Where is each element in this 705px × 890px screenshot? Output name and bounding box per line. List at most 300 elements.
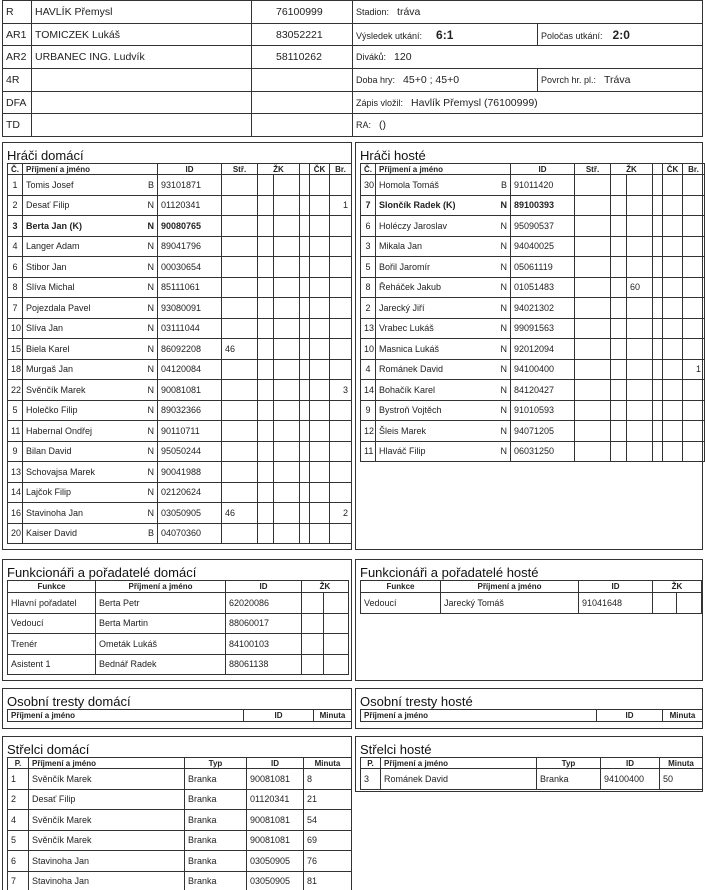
player-flag: N: [500, 220, 507, 231]
home-scorers-section: [2, 736, 352, 890]
player-number: 6: [8, 257, 23, 278]
player-flag: N: [147, 446, 154, 457]
player-flag: N: [500, 323, 507, 334]
player-substitution: [222, 257, 258, 278]
player-yellow-card: [274, 195, 300, 216]
match-info-value: (): [379, 119, 387, 132]
scorer-id: 01120341: [247, 789, 304, 810]
player-goals: [330, 339, 352, 360]
scorer-type: Branka: [537, 769, 601, 790]
away-functionaries-section: [355, 559, 703, 681]
away-players-section: [355, 142, 703, 550]
player-substitution: [222, 400, 258, 421]
player-name: Desať Filip: [26, 200, 70, 211]
home-functionaries-title: Funkcionáři a pořadatelé domácí: [7, 565, 197, 580]
player-id: 94100400: [511, 359, 575, 380]
player-name: Lajčok Filip: [26, 487, 72, 498]
player-goals: [683, 236, 705, 257]
home-functionaries-header: Funkce Příjmení a jméno ID ŽK: [8, 581, 349, 593]
player-red-card: [663, 359, 683, 380]
player-row: [8, 482, 352, 503]
player-row: [8, 318, 352, 339]
player-substitution: [222, 298, 258, 319]
player-name-cell: [23, 339, 158, 360]
official-role: R: [3, 1, 32, 24]
functionary-row: [8, 613, 349, 634]
scorer-type: Branka: [185, 830, 247, 851]
official-role: 4R: [3, 69, 32, 92]
player-name: Bohačík Karel: [379, 384, 436, 395]
player-number: 30: [361, 175, 376, 196]
player-row: [361, 236, 705, 257]
player-name-cell: [376, 380, 511, 401]
player-number: 1: [8, 175, 23, 196]
player-row: [361, 175, 705, 196]
player-name: Slíva Jan: [26, 323, 64, 334]
player-name: Masnica Lukáš: [379, 343, 440, 354]
player-id: 01120341: [158, 195, 222, 216]
player-red-card: [310, 318, 330, 339]
player-red-card: [310, 523, 330, 544]
scorer-order: 3: [361, 769, 381, 790]
player-goals: [683, 400, 705, 421]
player-yellow-card: [627, 339, 653, 360]
player-name-cell: [23, 503, 158, 524]
half-time-value: 2:0: [612, 27, 630, 42]
player-red-card: [663, 175, 683, 196]
player-id: 92012094: [511, 339, 575, 360]
player-goals: [683, 195, 705, 216]
player-red-card: [663, 277, 683, 298]
player-red-card: [310, 257, 330, 278]
player-red-card: [310, 482, 330, 503]
player-yellow-card: [627, 257, 653, 278]
scorer-minute: 54: [304, 810, 352, 831]
player-number: 12: [361, 421, 376, 442]
match-info-cell: [353, 1, 703, 24]
away-functionaries-table: [360, 580, 702, 614]
player-id: 01051483: [511, 277, 575, 298]
player-id: 04120084: [158, 359, 222, 380]
match-info-value: 45+0 ; 45+0: [403, 73, 460, 86]
player-substitution: [222, 175, 258, 196]
surface-value: Tráva: [604, 73, 631, 86]
player-red-card: [310, 421, 330, 442]
player-substitution: [575, 257, 611, 278]
player-row: [361, 257, 705, 278]
player-number: 20: [8, 523, 23, 544]
player-substitution: [222, 523, 258, 544]
away-scorers-table: [360, 757, 703, 790]
player-goals: [683, 441, 705, 462]
player-flag: N: [500, 282, 507, 293]
scorer-minute: 8: [304, 769, 352, 790]
home-penalties-title: Osobní tresty domácí: [7, 694, 131, 709]
match-info-value: tráva: [397, 5, 421, 18]
player-name: Biela Karel: [26, 343, 70, 354]
player-name: Vrabec Lukáš: [379, 323, 434, 334]
player-substitution: [222, 236, 258, 257]
player-row: [8, 421, 352, 442]
player-flag: N: [500, 425, 507, 436]
match-info-value: 120: [394, 51, 412, 64]
player-id: 05061119: [511, 257, 575, 278]
match-info-cell: [353, 91, 703, 114]
functionary-row: [8, 634, 349, 655]
functionary-role: Vedoucí: [8, 613, 96, 634]
player-row: [361, 195, 705, 216]
player-name-cell: [23, 523, 158, 544]
player-yellow-card: [274, 257, 300, 278]
player-goals: [330, 216, 352, 237]
player-flag: N: [500, 200, 507, 211]
player-red-card: [663, 298, 683, 319]
player-name-cell: [376, 359, 511, 380]
player-goals: 1: [683, 359, 705, 380]
player-name-cell: [376, 175, 511, 196]
player-id: 90081081: [158, 380, 222, 401]
player-substitution: [222, 441, 258, 462]
scorer-id: 94100400: [601, 769, 660, 790]
player-row: [361, 421, 705, 442]
player-number: 14: [361, 380, 376, 401]
match-info-label: Diváků:: [356, 52, 387, 63]
player-yellow-card: [627, 421, 653, 442]
player-id: 03111044: [158, 318, 222, 339]
player-id: 90110711: [158, 421, 222, 442]
player-name: Berta Jan (K): [26, 220, 83, 231]
officials-table: [2, 0, 703, 137]
player-name-cell: [23, 482, 158, 503]
official-id: [252, 69, 353, 92]
player-flag: N: [500, 302, 507, 313]
official-role: TD: [3, 114, 32, 137]
home-players-title: Hráči domácí: [7, 148, 84, 163]
scorer-minute: 81: [304, 871, 352, 890]
player-substitution: [222, 277, 258, 298]
player-yellow-card: [274, 175, 300, 196]
player-row: [8, 380, 352, 401]
official-name: [32, 69, 252, 92]
functionary-role: Vedoucí: [361, 593, 441, 614]
scorer-name: Stavinoha Jan: [29, 871, 185, 890]
player-name: Slončík Radek (K): [379, 200, 456, 211]
scorer-id: 90081081: [247, 810, 304, 831]
player-name-cell: [23, 257, 158, 278]
match-info-value: 6:1: [436, 27, 454, 42]
player-red-card: [663, 400, 683, 421]
player-substitution: 46: [222, 503, 258, 524]
player-name-cell: [376, 257, 511, 278]
player-row: [8, 175, 352, 196]
player-substitution: [222, 318, 258, 339]
official-id: 83052221: [252, 23, 353, 46]
scorer-id: 03050905: [247, 851, 304, 872]
player-number: 8: [8, 277, 23, 298]
player-name: Habernal Ondřej: [26, 425, 93, 436]
player-flag: N: [500, 343, 507, 354]
player-name-cell: [23, 175, 158, 196]
scorer-minute: 21: [304, 789, 352, 810]
scorer-type: Branka: [185, 851, 247, 872]
scorer-name: Svěnčík Marek: [29, 830, 185, 851]
player-row: [361, 400, 705, 421]
player-number: 5: [8, 400, 23, 421]
player-id: 93101871: [158, 175, 222, 196]
home-scorers-title: Střelci domácí: [7, 742, 90, 757]
player-substitution: [575, 175, 611, 196]
player-red-card: [310, 359, 330, 380]
player-name-cell: [376, 236, 511, 257]
functionary-id: 62020086: [226, 593, 302, 614]
player-name-cell: [23, 421, 158, 442]
player-flag: N: [500, 241, 507, 252]
player-id: 93080091: [158, 298, 222, 319]
player-number: 4: [361, 359, 376, 380]
player-substitution: [222, 195, 258, 216]
player-name-cell: [23, 359, 158, 380]
player-substitution: [575, 216, 611, 237]
player-goals: 1: [330, 195, 352, 216]
player-flag: N: [147, 200, 154, 211]
player-name-cell: [376, 277, 511, 298]
official-row-dfa: [3, 91, 703, 114]
player-goals: [683, 277, 705, 298]
player-name: Homola Tomáš: [379, 179, 439, 190]
functionary-role: Asistent 1: [8, 654, 96, 675]
player-row: [8, 441, 352, 462]
official-row-4r: [3, 69, 703, 92]
player-goals: [330, 257, 352, 278]
scorer-name: Románek David: [381, 769, 537, 790]
player-row: [8, 400, 352, 421]
player-name: Mikala Jan: [379, 241, 423, 252]
player-flag: B: [147, 179, 154, 190]
player-name: Šleis Marek: [379, 425, 427, 436]
scorer-minute: 69: [304, 830, 352, 851]
match-info-cell: [353, 69, 538, 92]
official-name: HAVLÍK Přemysl: [32, 1, 252, 24]
player-yellow-card: [627, 318, 653, 339]
player-yellow-card: [274, 400, 300, 421]
player-id: 00030654: [158, 257, 222, 278]
player-yellow-card: [627, 441, 653, 462]
scorer-row: [8, 810, 352, 831]
half-time-cell: [538, 23, 703, 46]
player-row: [8, 359, 352, 380]
player-substitution: [575, 441, 611, 462]
official-row-r: [3, 1, 703, 24]
away-scorers-header: P. Příjmení a jméno Typ ID Minuta: [361, 758, 703, 769]
functionary-role: Hlavní pořadatel: [8, 593, 96, 614]
player-name: Stavinoha Jan: [26, 507, 84, 518]
player-id: 86092208: [158, 339, 222, 360]
match-info-label: Výsledek utkání:: [356, 30, 423, 41]
official-row-ar1: [3, 23, 703, 46]
official-role: AR1: [3, 23, 32, 46]
player-id: 90041988: [158, 462, 222, 483]
player-row: [361, 216, 705, 237]
player-id: 95090537: [511, 216, 575, 237]
player-row: [8, 216, 352, 237]
player-substitution: [222, 216, 258, 237]
scorer-row: [8, 769, 352, 790]
player-id: 99091563: [511, 318, 575, 339]
player-row: [8, 503, 352, 524]
player-goals: [330, 462, 352, 483]
player-flag: N: [147, 323, 154, 334]
player-red-card: [663, 441, 683, 462]
player-substitution: 46: [222, 339, 258, 360]
player-yellow-card: [274, 380, 300, 401]
player-number: 13: [8, 462, 23, 483]
player-name: Murgaš Jan: [26, 364, 74, 375]
player-red-card: [663, 339, 683, 360]
home-penalties-section: [2, 688, 352, 729]
match-info-cell: [353, 114, 703, 137]
functionary-name: Berta Martin: [96, 613, 226, 634]
player-flag: N: [147, 261, 154, 272]
scorer-row: [361, 769, 703, 790]
player-id: 84120427: [511, 380, 575, 401]
player-red-card: [663, 236, 683, 257]
player-name: Schovajsa Marek: [26, 466, 96, 477]
player-yellow-card: [274, 298, 300, 319]
player-yellow-card: [274, 277, 300, 298]
player-name: Holéczy Jaroslav: [379, 220, 448, 231]
player-red-card: [310, 380, 330, 401]
functionary-name: Ometák Lukáš: [96, 634, 226, 655]
official-row-td: [3, 114, 703, 137]
player-flag: N: [500, 446, 507, 457]
player-red-card: [310, 216, 330, 237]
player-name-cell: [376, 298, 511, 319]
player-row: [361, 277, 705, 298]
player-flag: N: [147, 487, 154, 498]
player-flag: N: [147, 220, 154, 231]
player-red-card: [310, 195, 330, 216]
player-substitution: [575, 236, 611, 257]
home-scorers-table: [7, 757, 352, 890]
scorer-row: [8, 871, 352, 890]
player-goals: [683, 175, 705, 196]
player-yellow-card: [274, 236, 300, 257]
home-functionaries-section: [2, 559, 352, 681]
player-row: [8, 257, 352, 278]
player-flag: N: [500, 364, 507, 375]
player-number: 2: [361, 298, 376, 319]
player-red-card: [663, 195, 683, 216]
away-penalties-section: [355, 688, 703, 729]
functionary-id: 91041648: [579, 593, 653, 614]
player-goals: 2: [330, 503, 352, 524]
player-name: Langer Adam: [26, 241, 80, 252]
player-id: 94040025: [511, 236, 575, 257]
scorer-row: [8, 851, 352, 872]
player-row: [8, 462, 352, 483]
player-yellow-card: [274, 441, 300, 462]
player-flag: B: [500, 179, 507, 190]
scorer-row: [8, 830, 352, 851]
scorer-minute: 76: [304, 851, 352, 872]
functionary-id: 88060017: [226, 613, 302, 634]
player-yellow-card: 60: [627, 277, 653, 298]
player-id: 95050244: [158, 441, 222, 462]
player-name: Holečko Filip: [26, 405, 78, 416]
player-yellow-card: [274, 318, 300, 339]
player-id: 85111061: [158, 277, 222, 298]
scorer-order: 5: [8, 830, 29, 851]
player-yellow-card: [274, 503, 300, 524]
match-info-cell: [353, 23, 538, 46]
player-name: Bilan David: [26, 446, 72, 457]
away-penalties-table: Příjmení a jméno ID Minuta: [360, 709, 703, 722]
scorer-order: 2: [8, 789, 29, 810]
away-functionaries-header: Funkce Příjmení a jméno ID ŽK: [361, 581, 702, 593]
player-name-cell: [376, 339, 511, 360]
player-substitution: [575, 400, 611, 421]
player-id: 06031250: [511, 441, 575, 462]
match-info-label: Stadion:: [356, 6, 390, 17]
player-yellow-card: [274, 359, 300, 380]
player-goals: [330, 441, 352, 462]
player-number: 11: [361, 441, 376, 462]
official-id: 76100999: [252, 1, 353, 24]
player-number: 3: [8, 216, 23, 237]
player-flag: N: [500, 405, 507, 416]
player-row: [361, 298, 705, 319]
player-name: Tomis Josef: [26, 179, 74, 190]
player-flag: N: [147, 282, 154, 293]
player-row: [8, 195, 352, 216]
player-yellow-card: [627, 236, 653, 257]
player-red-card: [310, 441, 330, 462]
player-number: 11: [8, 421, 23, 442]
player-goals: [683, 298, 705, 319]
surface-cell: [538, 69, 703, 92]
functionary-yellow-card: [302, 654, 324, 675]
player-name: Hlaváč Filip: [379, 446, 426, 457]
player-yellow-card: [627, 216, 653, 237]
player-goals: [330, 421, 352, 442]
official-id: [252, 91, 353, 114]
scorer-order: 1: [8, 769, 29, 790]
scorer-name: Stavinoha Jan: [29, 851, 185, 872]
home-penalties-table: Příjmení a jméno ID Minuta: [7, 709, 352, 722]
official-role: AR2: [3, 46, 32, 69]
player-yellow-card: [274, 482, 300, 503]
player-number: 10: [8, 318, 23, 339]
functionary-id: 84100103: [226, 634, 302, 655]
player-red-card: [310, 339, 330, 360]
official-id: 58110262: [252, 46, 353, 69]
player-substitution: [575, 318, 611, 339]
player-name: Pojezdala Pavel: [26, 302, 91, 313]
scorer-type: Branka: [185, 789, 247, 810]
player-row: [361, 359, 705, 380]
surface-label: Povrch hr. pl.:: [541, 74, 597, 85]
functionary-name: Bednář Radek: [96, 654, 226, 675]
player-name-cell: [376, 195, 511, 216]
player-yellow-card: [274, 421, 300, 442]
scorer-name: Svěnčík Marek: [29, 769, 185, 790]
player-yellow-card: [627, 400, 653, 421]
player-name: Bystroň Vojtěch: [379, 405, 442, 416]
player-number: 9: [8, 441, 23, 462]
functionary-yellow-card: [302, 634, 324, 655]
scorer-type: Branka: [185, 871, 247, 890]
away-penalties-title: Osobní tresty hosté: [360, 694, 473, 709]
